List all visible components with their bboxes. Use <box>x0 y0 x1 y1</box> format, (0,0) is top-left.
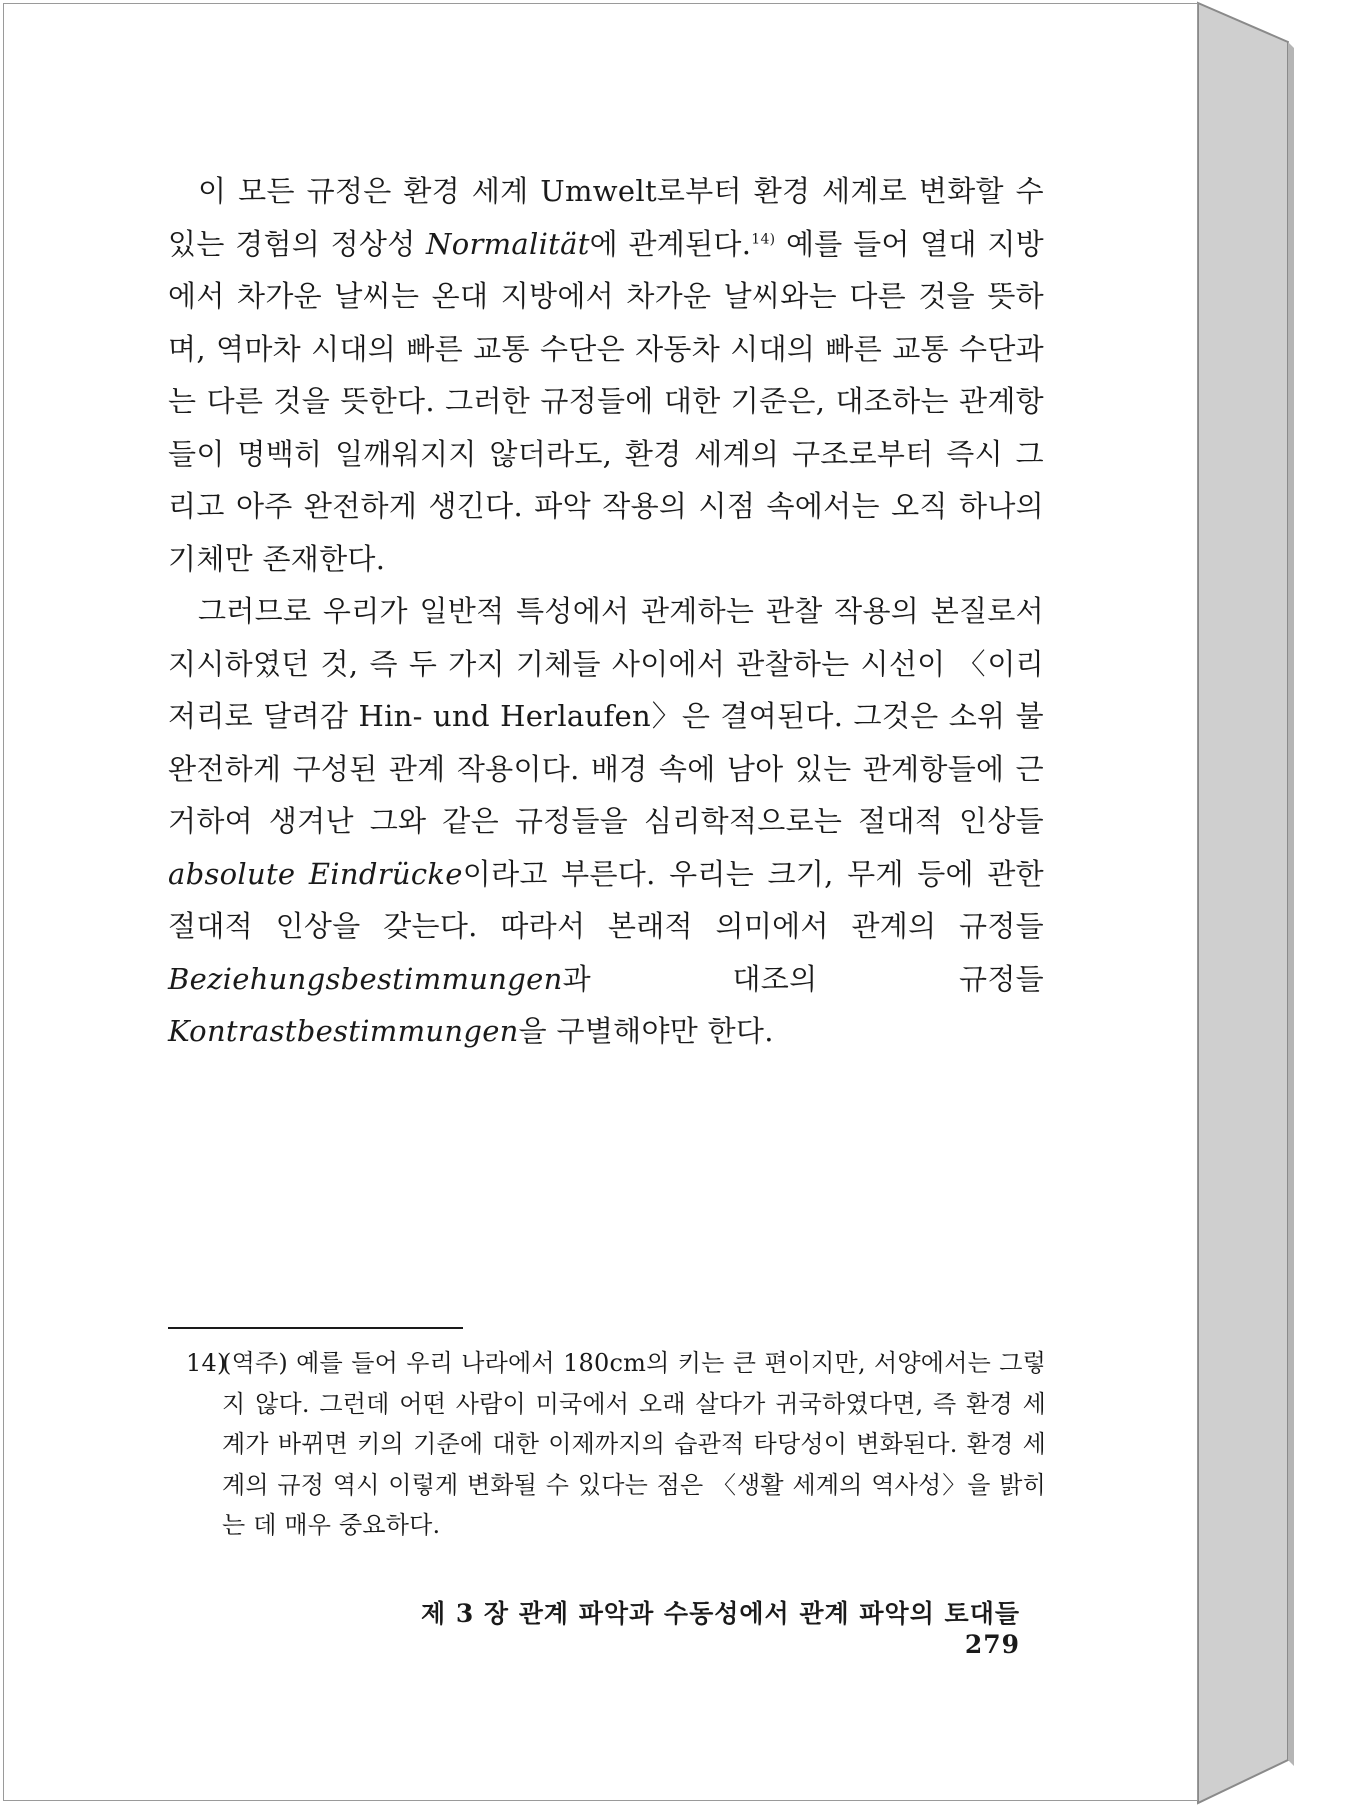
footnote-number: 14) <box>186 1349 227 1377</box>
paragraph-1-text-b: 에 관계된다. <box>589 226 752 261</box>
chapter-title: 제 3 장 관계 파악과 수동성에서 관계 파악의 토대들 <box>420 1599 1020 1628</box>
term-beziehungsbestimmungen: Beziehungsbestimmungen <box>168 961 563 996</box>
term-kontrastbestimmungen: Kontrastbestimmungen <box>168 1014 519 1048</box>
paragraph-1 <box>168 165 1044 585</box>
term-normalitaet: Normalität <box>426 226 590 261</box>
main-body-text <box>168 165 1044 1058</box>
footnote-text: (역주) 예를 들어 우리 나라에서 180cm의 키는 큰 편이지만, 서양에서는 그렇지 않다. 그런데 어떤 사람이 미국에서 오래 살다가 귀국하였다면, 즉 환경 세계가 바뀌면 키의 기준에 대한 이제까지의 습관적 타당성이 변화된다. 환경 세계의 규정 역시 이렇게 변화될 수 있다는 점은 〈생활 세계의 역사성〉을 밝히는 데 매우 중요하다. <box>222 1349 1046 1539</box>
paragraph-2-text-c: 과 대조의 규정들 <box>562 961 1044 996</box>
term-absolute-eindruecke: absolute Eindrücke <box>168 856 463 891</box>
running-footer <box>380 1594 1020 1659</box>
footnote-reference[interactable]: 14) <box>751 230 776 247</box>
footnote-14 <box>186 1343 1046 1546</box>
paragraph-2-text-a: 그러므로 우리가 일반적 특성에서 관계하는 관찰 작용의 본질로서 지시하였던 것, 즉 두 가지 기체들 사이에서 관찰하는 시선이 〈이리저리로 달려감 Hin- und Herlaufen〉은 결여된다. 그것은 소위 불완전하게 구성된 관계 작용이다. 배경 속에 남아 있는 관계항들에 근거하여 생겨난 그와 같은 규정들을 심리학적으로는 절대적 인상들 <box>168 594 1044 838</box>
paragraph-2 <box>168 585 1044 1058</box>
paragraph-1-text-a: 이 모든 규정은 환경 세계 Umwelt로부터 환경 세계로 변화할 수 있는 경험의 정상성 <box>168 174 1044 261</box>
page-number: 279 <box>964 1630 1020 1659</box>
footnote-divider <box>168 1327 463 1329</box>
paragraph-2-text-b: 이라고 부른다. 우리는 크기, 무게 등에 관한 절대적 인상을 갖는다. 따라서 본래적 의미에서 관계의 규정들 <box>168 856 1044 943</box>
paragraph-1-text-c: 예를 들어 열대 지방에서 차가운 날씨는 온대 지방에서 차가운 날씨와는 다른 것을 뜻하며, 역마차 시대의 빠른 교통 수단은 자동차 시대의 빠른 교통 수단과는 다른 것을 뜻한다. 그러한 규정들에 대한 기준은, 대조하는 관계항들이 명백히 일깨워지지 않더라도, 환경 세계의 구조로부터 즉시 그리고 아주 완전하게 생긴다. 파악 작용의 시점 속에서는 오직 하나의 기체만 존재한다. <box>168 226 1044 576</box>
paragraph-2-text-d: 을 구별해야만 한다. <box>518 1014 774 1048</box>
